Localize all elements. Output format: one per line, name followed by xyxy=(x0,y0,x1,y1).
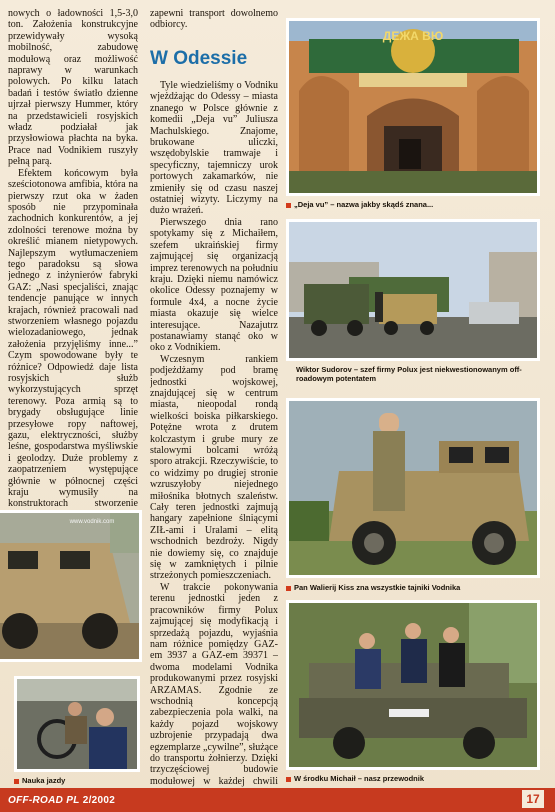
photo-cinema xyxy=(286,18,540,196)
article-column-2-top xyxy=(150,8,278,34)
photo-vehicle-man xyxy=(286,398,540,578)
paragraph: Pierwszego dnia rano spotykamy się z Michaiłem, szefem ukraińskiej firmy zajmującej się organizacją imprez terenowych na południu kraju. Dzięki niemu namówicz okolice Odessy poznajemy w formule 4x4, a nocne życie miasta okazuje się wielce interesujące. Nazajutrz postanawiamy stanąć oko w oko z Vodnikiem. xyxy=(150,216,278,354)
magazine-name: OFF-ROAD PL xyxy=(8,795,80,806)
paragraph: Wczesnym rankiem podjeżdżamy pod bramę jednostki wojskowej, znajdującej się w centrum miasta, nieopodal rondą wielkości boiska piłkarskiego. Potężne wrota z drutem kolczastym i grube mury ze stalowymi bolcami wróżą sporo atrakcji. Rzeczywiście, to co widzimy po drugiej stronie wzruszyłoby niejednego miłośnika błotnych szaleństw. Cały teren jednostki zajmują hangary zapełnione ślniącymi ZIŁ-ami i Uralami – elitą wschodnich bezdroży. Nigdy nie dowiemy się, co znajduje się w zamkniętych i pilnie strzeżonych pomieszczeniach. xyxy=(150,353,278,582)
photo-caption: Nauka jazdy xyxy=(14,776,140,785)
article-column-2 xyxy=(150,80,278,788)
vodnik-mud-illustration xyxy=(0,513,139,659)
photo-trucks xyxy=(286,219,540,361)
vehicle-url-text: www.vodnik.com xyxy=(69,519,115,525)
caption-bullet-icon xyxy=(286,777,291,782)
photo-caption: Wiktor Sudorov – szef firmy Polux jest niekwestionowanym off-roadowym potentatem xyxy=(296,365,522,383)
section-heading: W Odessie xyxy=(150,48,248,69)
photo-caption: „Deja vu” – nazwa jakby skądś znana... xyxy=(286,200,540,209)
vehicle-illustration xyxy=(289,401,537,575)
paragraph: zapewni transport dowolnemo odbiorcy. xyxy=(150,8,278,31)
driving-lesson-illustration xyxy=(17,679,137,769)
photo-caption: W środku Michaił – nasz przewodnik xyxy=(286,774,540,783)
footer-magazine xyxy=(8,795,115,806)
caption-bullet-icon xyxy=(14,779,19,784)
issue-number: 2/2002 xyxy=(82,795,116,806)
cinema-sign-text: ДЕЖА ВЮ xyxy=(382,29,444,43)
photo-three-men xyxy=(286,600,540,770)
photo-vodnik-mud xyxy=(0,510,142,662)
paragraph: Efektem końcowym była sześciotonowa amfibia, która na pierwszy rzut oka w żaden sposób nie przypominała zachodnich konkurentów, a jej zdolności terenowe można by określić mianem nietypowych. Najlepszym wytłumaczeniem tego paradoksu są słowa jednego z inżynierów fabryki GAZ: „Nasi specjaliści, znając tendencje panujące w innych krajach, również pracowali nad stworzeniem własnego pojazdu wielozadaniowego, jednak założenia przyjęliśmy inne...” Czym spowodowane były te różnice? Odpowiedź daje lista rosyjskich służb wykorzystujących sprzęt terenowy. Poza armią są to brygady obsługujące linie przesyłowe ropy naftowej, gazu, elektryczności, służby leśne, gospodarstwa myśliwskie i geolodzy. Duże problemy z zaopatrzeniem występujące głównie w północnej części kraju wymusiły na konstruktorach stworzenie xyxy=(8,167,138,508)
article-column-1 xyxy=(8,8,138,508)
paragraph: Tyle wiedzieliśmy o Vodniku wjeżdżając do Odessy – miasta znanego w Polsce głównie z komedii „Deja vu” Juliusza Machulskiego. Znajome, brukowane uliczki, wszędobylskie tramwaje i specyficzny, tajemniczy urok portowych zakamarków, nie zmieniły się od czasu naszej ostatniej wizyty. Liczymy na dużo wrażeń. xyxy=(150,80,278,217)
page-number: 17 xyxy=(522,790,544,808)
trucks-illustration xyxy=(289,222,537,358)
photo-driving-lesson xyxy=(14,676,140,772)
caption-bullet-icon xyxy=(286,203,291,208)
paragraph: nowych o ładowności 1,5-3,0 ton. Założenia konstrukcyjne przewidywały wysoką mobilność, zabudowę modułową oraz możliwość naprawy w warunkach polowych. Po kilku latach badań i testów światło dzienne ujrzał pierwszy Hummer, który na przedstawicieli rosyjskich władz podziałał jak przysłowiowa płachta na byka. Prace nad Vodnikiem ruszyły pełną parą. xyxy=(8,8,138,168)
three-men-illustration xyxy=(289,603,537,767)
photo-caption: Pan Walierij Kiss zna wszystkie tajniki Vodnika xyxy=(286,583,540,592)
cinema-illustration xyxy=(289,21,537,193)
paragraph: W trakcie pokonywania terenu jednostki jeden z pracowników firmy Polux zajmującej się modyfikacją i sprzedażą pojazdu, wyjaśnia nam różnice pomiędzy GAZ-em 3937 a GAZ-em 39371 – dwoma modelami Vodnika produkowanymi przez rosyjski ARZAMAS. Zgodnie ze wschodnią koncepcją zabezpieczenia pola walki, na każdy pojazd wojskowy uzbrojenie przypadają dwa egzemplarze „cywilne”, służące do transportu żołnierzy. Dzięki trzyczęściowej budowie modułowej w każdej chwili xyxy=(150,581,278,787)
caption-bullet-icon xyxy=(286,586,291,591)
